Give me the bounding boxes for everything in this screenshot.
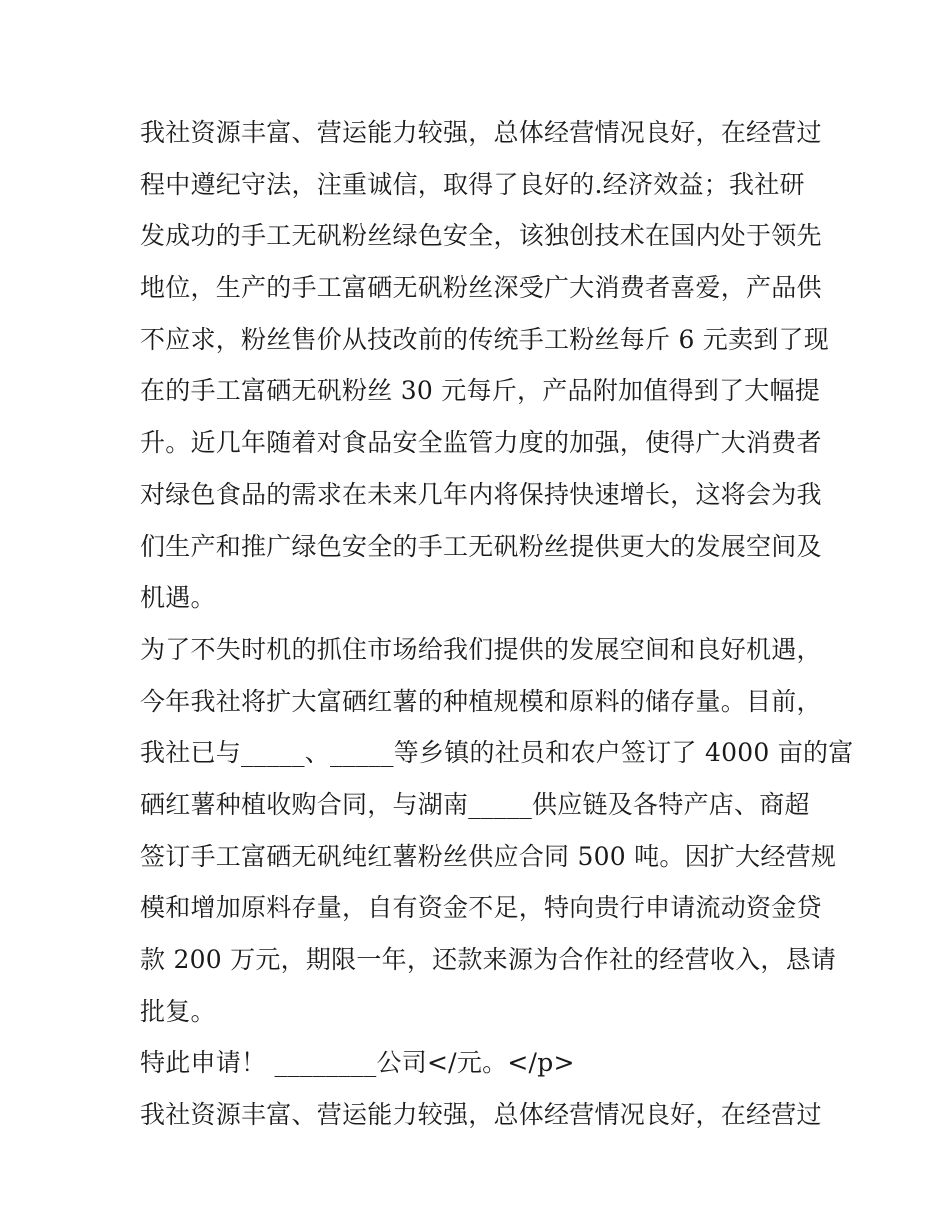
text-line: 地位，生产的手工富硒无矾粉丝深受广大消费者喜爱，产品供 bbox=[140, 273, 822, 303]
text-line: 们生产和推广绿色安全的手工无矾粉丝提供更大的发展空间及 bbox=[140, 531, 822, 561]
text-line: 机遇。 bbox=[140, 583, 216, 613]
text-line: 程中遵纪守法，注重诚信，取得了良好的.经济效益；我社研 bbox=[140, 169, 805, 199]
signature-line: 特此申请！ ________公司</元。</p> bbox=[140, 1048, 575, 1078]
text-line: 为了不失时机的抓住市场给我们提供的发展空间和良好机遇， bbox=[140, 634, 822, 664]
text-line: 今年我社将扩大富硒红薯的种植规模和原料的储存量。目前， bbox=[140, 686, 822, 716]
text-line: 款 200 万元，期限一年，还款来源为合作社的经营收入，恳请 bbox=[140, 945, 837, 974]
text-line: 批复。 bbox=[140, 996, 216, 1026]
text-line: 发成功的手工无矾粉丝绿色安全，该独创技术在国内处于领先 bbox=[140, 221, 822, 251]
text-line: 升。近几年随着对食品安全监管力度的加强，使得广大消费者 bbox=[140, 428, 822, 458]
text-line: 硒红薯种植收购合同，与湖南_____供应链及各特产店、商超 bbox=[140, 789, 810, 819]
text-line: 模和增加原料存量，自有资金不足，特向贵行申请流动资金贷 bbox=[140, 893, 822, 923]
text-line: 我社已与_____、_____等乡镇的社员和农户签订了 4000 亩的富 bbox=[140, 738, 854, 768]
text-line: 在的手工富硒无矾粉丝 30 元每斤，产品附加值得到了大幅提 bbox=[140, 376, 820, 406]
text-line: 我社资源丰富、营运能力较强，总体经营情况良好，在经营过 bbox=[140, 118, 822, 147]
text-line: 不应求，粉丝售价从技改前的传统手工粉丝每斤 6 元卖到了现 bbox=[140, 324, 830, 354]
text-line: 我社资源丰富、营运能力较强，总体经营情况良好，在经营过 bbox=[140, 1100, 822, 1130]
text-line: 签订手工富硒无矾纯红薯粉丝供应合同 500 吨。因扩大经营规 bbox=[140, 841, 837, 871]
document-body bbox=[140, 107, 854, 1141]
text-line: 对绿色食品的需求在未来几年内将保持快速增长，这将会为我 bbox=[140, 479, 822, 509]
